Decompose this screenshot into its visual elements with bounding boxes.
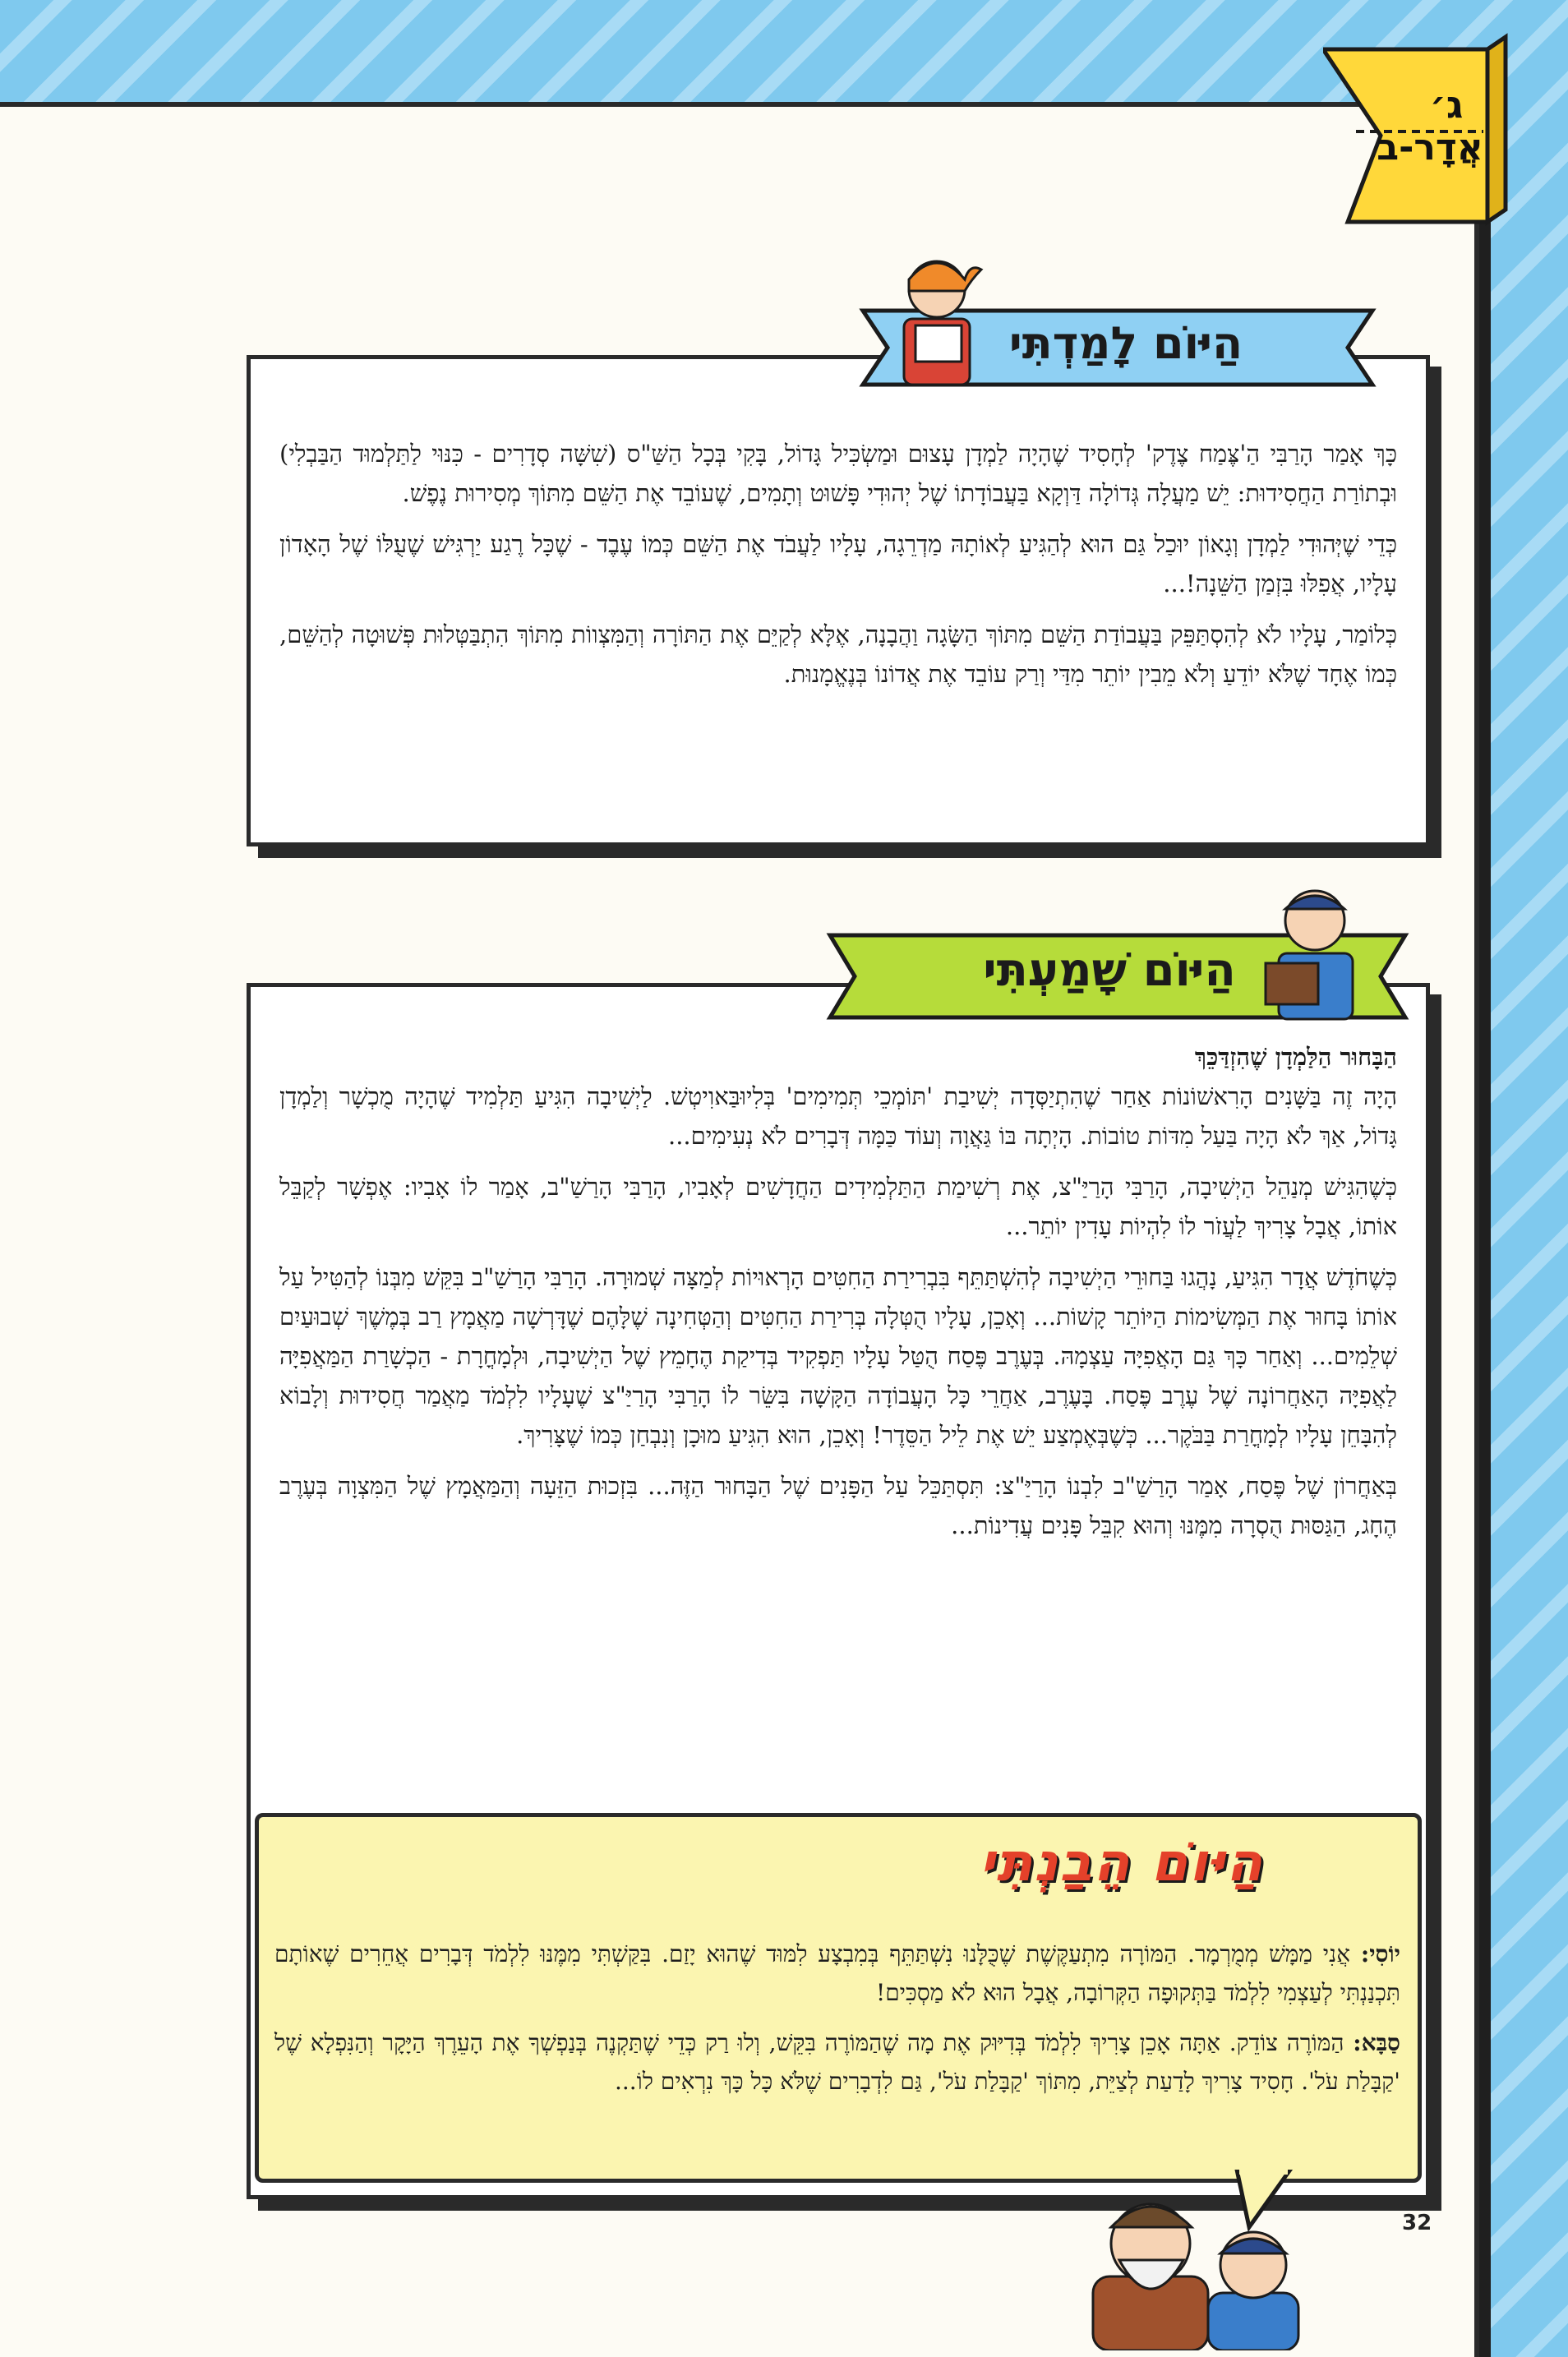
- date-month: אֲדָר-ב: [1377, 127, 1483, 168]
- paragraph: כְּלוֹמַר, עָלָיו לֹא לְהִסְתַּפֵּק בַּעֲבוֹדַת הַשֵּׁם מִתּוֹךְ הַשָּׂגָה וַהֲבָנָה, אֶלָּא לְקַיֵּם אֶת הַתּוֹרָה וְהַמִּצְווֹת מִתּוֹךְ הִתְבַּטְּלוּת פְּשׁוּטָה לְהַשֵּׁם, כְּמוֹ אֶחָד שֶׁלֹּא יוֹדֵעַ וְלֹא מֵבִין יוֹתֵר מִדַּי וְרַק עוֹבֵד אֶת אֲדוֹנוֹ בְּנֶאֱמָנוּת.: [279, 620, 1397, 688]
- grandpa-boy-illustration: [1068, 2178, 1315, 2350]
- section-learned-title: הַיּוֹם לָמַדְתִּי: [1008, 317, 1243, 369]
- section-heard-text: [279, 1037, 1397, 1557]
- paragraph: כָּךְ אָמַר הָרַבִּי הַ'צֶּמַח צֶדֶק' לְחָסִיד שֶׁהָיָה לַמְדָן עָצוּם וּמַשְׂכִּיל גָּדוֹל, בָּקִי בְּכָל הַשַּׁ"ס (שִׁשָּׁה סְדָרִים - כִּנּוּי לַתַּלְמוּד הַבַּבְלִי) וּבְתוֹרַת הַחֲסִידוּת: יֵשׁ מַעֲלָה גְּדוֹלָה דַּוְקָא בַּעֲבוֹדָתוֹ שֶׁל יְהוּדִי פָּשׁוּט וְתָמִים, שֶׁעוֹבֵד אֶת הַשֵּׁם מִתּוֹךְ מְסִירוּת נֶפֶשׁ.: [279, 440, 1397, 507]
- section-learned-text: [279, 434, 1397, 705]
- date-day: ג׳: [1429, 82, 1464, 127]
- speaker-grandpa: סַבָּא:: [1353, 2029, 1400, 2056]
- section-understood-title: הַיּוֹם הֵבַנְתִּי: [979, 1833, 1265, 1893]
- section-heard-title: הַיּוֹם שָׁמַעְתִּי: [983, 943, 1236, 997]
- dialogue-line: [274, 2023, 1400, 2101]
- paragraph: כְּשֶׁחֹדֶשׁ אֲדָר הִגִּיעַ, נָהֲגוּ בַּחוּרֵי הַיְשִׁיבָה לְהִשְׁתַּתֵּף בִּבְרִירַת הַחִטִּים הָרְאוּיוֹת לְמַצָּה שְׁמוּרָה. הָרַבִּי הָרַשַׁ"ב בִּקֵּשׁ מִבְּנוֹ לְהַטִּיל עַל אוֹתוֹ בָּחוּר אֶת הַמְּשִׂימוֹת הַיּוֹתֵר קָשׁוֹת... וְאָכֵן, עָלָיו הֻטְּלָה בְּרִירַת הַחִטִּים וְהַטְּחִינָה שֶׁלָּהֶם שֶׁדָּרְשָׁה מַאֲמָץ רַב בְּמֶשֶׁךְ שְׁבוּעַיִם שְׁלֵמִים... וְאַחַר כָּךְ גַּם הָאֲפִיָּה עַצְמָהּ. בְּעֶרֶב פֶּסַח הֻטַּל עָלָיו תַּפְקִיד בְּדִיקַת הֶחָמֵץ שֶׁל הַיְשִׁיבָה, וּלְמָחֳרָת - הַכְשָׁרַת הַמַּאֲפִיָּה לַאֲפִיָּה הָאַחֲרוֹנָה שֶׁל עֶרֶב פֶּסַח. בָּעֶרֶב, אַחֲרֵי כָּל הָעֲבוֹדָה הַקָּשָׁה בִּשֵּׂר לוֹ הָרַבִּי הָרַיַּ"צ שֶׁעָלָיו לִלְמֹד מַאֲמַר חֲסִידוּת וְלָבוֹא לְהִבָּחֵן עָלָיו לְמָחֳרַת בַּבֹּקֶר... כְּשֶׁבְּאֶמְצַע יֵשׁ אֶת לֵיל הַסֵּדֶר! וְאָכֵן, הוּא הִגִּיעַ מוּכָן וְנִבְחַן כְּמוֹ שֶׁצָּרִיךְ.: [279, 1263, 1397, 1449]
- paragraph: כְּדֵי שֶׁיְּהוּדִי לַמְדָן וְגָאוֹן יוּכַל גַּם הוּא לְהַגִּיעַ לְאוֹתָהּ מַדְרֵגָה, עָלָיו לַעֲבֹד אֶת הַשֵּׁם כְּמוֹ עֶבֶד - שֶׁכָּל רֶגַע יַרְגִּישׁ שֶׁעֻלּוֹ שֶׁל הָאָדוֹן עָלָיו, אֲפִלּוּ בִּזְמַן הַשֵּׁנָה!...: [279, 530, 1397, 597]
- dialogue-text: הַמּוֹרֶה צוֹדֵק. אַתָּה אָכֵן צָרִיךְ לִלְמֹד בְּדִיּוּק אֶת מָה שֶׁהַמּוֹרֶה בִּקֵּשׁ, וְלוּ רַק כְּדֵי שֶׁתַּקְנֶה בְּנַפְשְׁךָ אֶת הָעֵרֶךְ הַיָּקָר וְהַנִּפְלָא שֶׁל 'קַבָּלַת עֹל'. חָסִיד צָרִיךְ לָדַעַת לְצַיֵּת, מִתּוֹךְ 'קַבָּלַת עֹל', גַּם לִדְבָרִים שֶׁלֹּא כָּל כָּךְ נִרְאִים לוֹ...: [274, 2029, 1400, 2095]
- girl-reading-icon: [879, 247, 994, 394]
- dialogue-text: אֲנִי מַמָּשׁ מְמֻרְמָר. הַמּוֹרָה מִתְעַקֶּשֶׁת שֶׁכֻּלָּנוּ נִשְׁתַּתֵּף בְּמִבְצָע לִמּוּד שֶׁהוּא יָזַם. בִּקַּשְׁתִּי מִמֶּנּוּ לִלְמֹד דְּבָרִים אֲחֵרִים שֶׁאוֹתָם תִּכְנַנְתִּי לְעַצְמִי לִלְמֹד בַּתְּקוּפָה הַקְּרוֹבָה, אֲבָל הוּא לֹא מַסְכִּים!: [274, 1940, 1400, 2006]
- boy-reading-icon: [1249, 871, 1372, 1027]
- paragraph: בְּאַחֲרוֹן שֶׁל פֶּסַח, אָמַר הָרַשַׁ"ב לִבְנוֹ הָרַיַּ"צ: תִּסְתַּכֵּל עַל הַפָּנִים שֶׁל הַבָּחוּר הַזֶּה... בִּזְכוּת הַזֵּעָה וְהַמַּאֲמָץ שֶׁל הַמִּצְוָה בְּעֶרֶב הֶחָג, הַגַּסּוּת הֻסְרָה מִמֶּנּוּ וְהוּא קִבֵּל פָּנִים עֲדִינוֹת...: [279, 1472, 1397, 1539]
- story-subtitle: הַבָּחוּר הַלַּמְדָן שֶׁהִזְדַּכֵּךְ: [1194, 1043, 1397, 1071]
- paragraph: הָיָה זֶה בַּשָּׁנִים הָרִאשׁוֹנוֹת אַחַר שֶׁהִתְיַסְּדָה יְשִׁיבַת 'תּוֹמְכֵי תְּמִימִים' בְּלִיוּבַּאוִיטְשׁ. לַיְשִׁיבָה הִגִּיעַ תַּלְמִיד שֶׁהָיָה מֻכְשָׁר וְלַמְדָן גָּדוֹל, אַךְ לֹא הָיָה בַּעַל מִדּוֹת טוֹבוֹת. הָיְתָה בּוֹ גַּאֲוָה וְעוֹד כַּמָּה דְּבָרִים לֹא נְעִימִים...: [279, 1082, 1397, 1150]
- speaker-yosi: יוֹסִי:: [1360, 1940, 1400, 1967]
- page-number: 32: [1402, 2211, 1432, 2235]
- section-understood-text: [274, 1935, 1400, 2112]
- dialogue-line: [274, 1935, 1400, 2012]
- paragraph: כְּשֶׁהִגִּישׁ מְנַהֵל הַיְשִׁיבָה, הָרַבִּי הָרַיַּ"צ, אֶת רְשִׁימַת הַתַּלְמִידִים הַחֲדָשִׁים לְאָבִיו, הָרַבִּי הָרַשַׁ"ב, אָמַר לוֹ אָבִיו: אֶפְשָׁר לְקַבֵּל אוֹתוֹ, אֲבָל צָרִיךְ לַעֲזֹר לוֹ לִהְיוֹת עָדִין יוֹתֵר...: [279, 1173, 1397, 1240]
